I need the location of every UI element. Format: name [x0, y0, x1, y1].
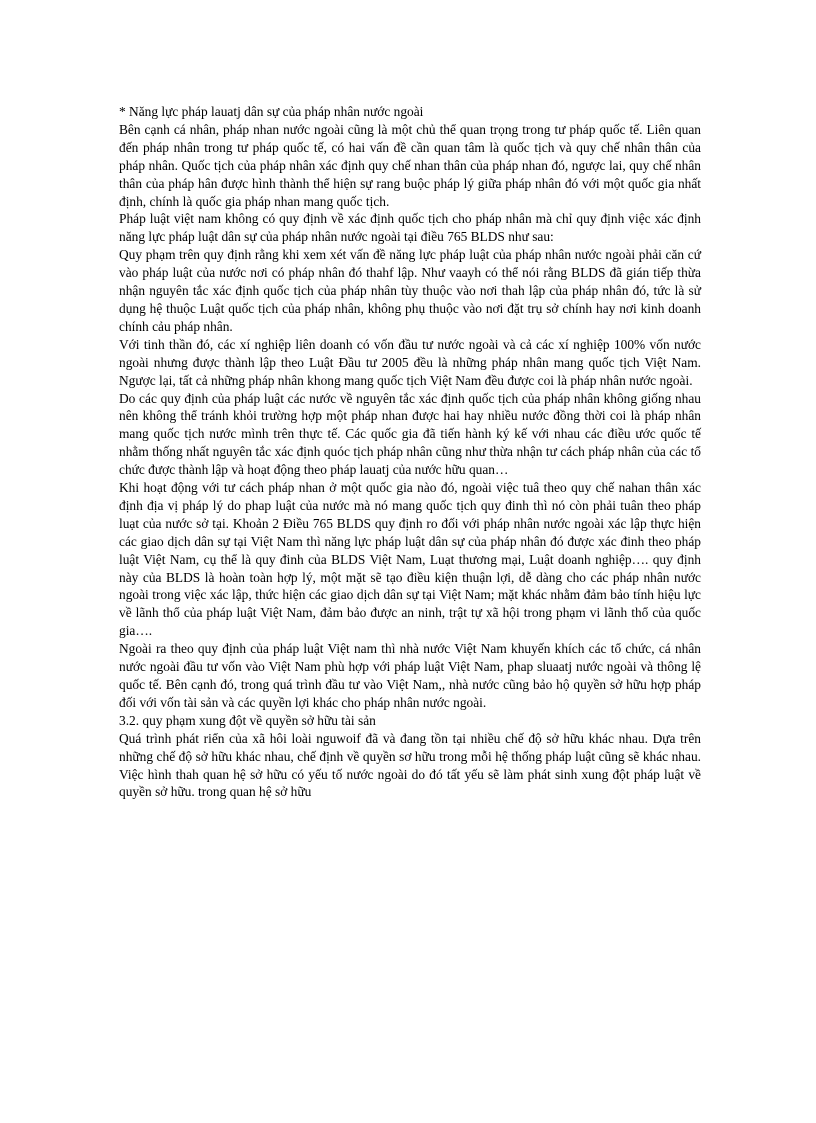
- section-heading: * Năng lực pháp lauatj dân sự của pháp nhân nước ngoài: [119, 104, 424, 119]
- paragraph-vietnam-law: Pháp luật việt nam không có quy định về xác định quốc tịch cho pháp nhân mà chỉ quy định việc xác định năng lực pháp luật dân sự của pháp nhân nước ngoài tại điều 765 BLDS như sau:: [119, 211, 701, 245]
- paragraph-legal-norm: Quy phạm trên quy định rằng khi xem xét vấn đề năng lực pháp luật của pháp nhân nước ngoài phải căn cứ vào pháp luật của nước nơi có pháp nhân đó thahf lập. Như vaayh có thể nói rằng BLDS đã gián tiếp thừa nhận nguyên tắc xác định quốc tịch của pháp nhân tùy thuộc vào nơi thah lập của pháp nhân đó, tức là sử dụng hệ thuộc Luật quốc tịch của pháp nhân, không phụ thuộc vào nơi đặt trụ sở chính hay nơi kinh doanh chính cảu pháp nhân.: [119, 247, 701, 334]
- paragraph-joint-venture: Với tinh thần đó, các xí nghiệp liên doanh có vốn đầu tư nước ngoài và cả các xí nghiệp 100% vốn nước ngoài nhưng được thành lập theo Luật Đầu tư 2005 đều là những pháp nhân mang quốc tịch Việt Nam. Ngược lại, tất cả những pháp nhân khong mang quốc tịch Việt Nam đều được coi là pháp nhân nước ngoài.: [119, 336, 701, 388]
- paragraph-ownership-conflict: Quá trình phát riển của xã hôi loài nguwoif đã và đang tồn tại nhiều chế độ sở hữu khác nhau. Dựa trên những chế độ sở hữu khác nhau, chế định về quyền sơ hữu trong mỗi hệ thống pháp luật cũng sẽ khác nhau. Việc hình thah quan hệ sở hữu có yếu tố nước ngoài do đó tất yếu sẽ làm phát sinh xung đột pháp luật về quyền sở hữu. trong quan hệ sở hữu: [119, 730, 701, 800]
- document-body: [119, 103, 701, 801]
- paragraph-host-country-law: Khi hoạt động với tư cách pháp nhan ở một quốc gia nào đó, ngoài việc tuâ theo quy chế nahan thân xác định địa vị pháp lý do phap luật của nước mà nó mang quốc tịch quy đinh thì nó còn phải tuân theo pháp luạt của nước sở tại. Khoản 2 Điều 765 BLDS quy định ro đối với pháp nhân nước ngoài xác lập thực hiện các giao dịch dân sự tại Việt Nam thì năng lực pháp luật dân sự của pháp nhân đó được xác đinh theo pháp luật Việt Nam, cụ thể là quy đinh của BLDS Việt Nam, Luạt thương mại, Luật doanh nghiệp…. quy định này của BLDS là hoàn toàn hợp lý, một mặt sẽ tạo điều kiện thuận lợi, dễ dàng cho các pháp nhân nước ngoài trong việc xác lập, thức hiện các giao dịch dân sự tại Việt Nam; mặt khác nhằm đảm bảo tính hiệu lực về lãnh thổ của pháp luật Việt Nam, đảm bảo được an ninh, trật tự xã hội trong phạm vi lãnh thổ của quốc gia….: [119, 480, 701, 639]
- paragraph-foreign-legal-entity: Bên cạnh cá nhân, pháp nhan nước ngoài cũng là một chủ thể quan trọng trong tư pháp quốc tế. Liên quan đến pháp nhân trong tư pháp quốc tế, có hai vấn đề cần quan tâm là quốc tịch và quy chế nhân thân của pháp nhân. Quốc tịch của pháp nhân xác định quy chế nhan thân của pháp nhan đó, ngược lai, quy chế nhân thân của pháp hân được hình thành thể hiện sự rang buộc pháp lý giữa pháp nhân đó với một quốc gia nhất định, chính là quốc gia pháp nhan mang quốc tịch.: [119, 121, 701, 209]
- subsection-heading: 3.2. quy phạm xung đột về quyền sở hữu tài sản: [119, 712, 376, 728]
- paragraph-investment-encouragement: Ngoài ra theo quy định của pháp luật Việt nam thì nhà nước Việt Nam khuyến khích các tổ chức, cá nhân nước ngoài đầu tư vốn vào Việt Nam phù hợp với pháp luật Việt Nam, phap sluaatj nước ngoài và thông lệ quốc tế. Bên cạnh đó, trong quá trình đầu tư vào Việt Nam,, nhà nước cũng bảo hộ quyền sở hữu hợp pháp đối với vốn tài sản và các quyền lợi khác cho pháp nhân nước ngoài.: [119, 641, 701, 710]
- paragraph-nationality-rules: Do các quy định của pháp luật các nước về nguyên tắc xác định quốc tịch của pháp nhân không giống nhau nên không thể tránh khỏi trường hợp một pháp nhan được hai hay nhiều nước đồng thời coi là pháp nhân mang quốc tịch nước mình trên thực tế. Các quốc gia đã tiến hành ký kế với nhau các điều ước quốc tế nhằm thống nhất nguyên tắc xác định quóc tịch pháp nhân cũng như thừa nhận tư cách pháp nhân của các tổ chức được thành lập và hoạt động theo pháp lauatj của nước hữu quan…: [119, 390, 701, 478]
